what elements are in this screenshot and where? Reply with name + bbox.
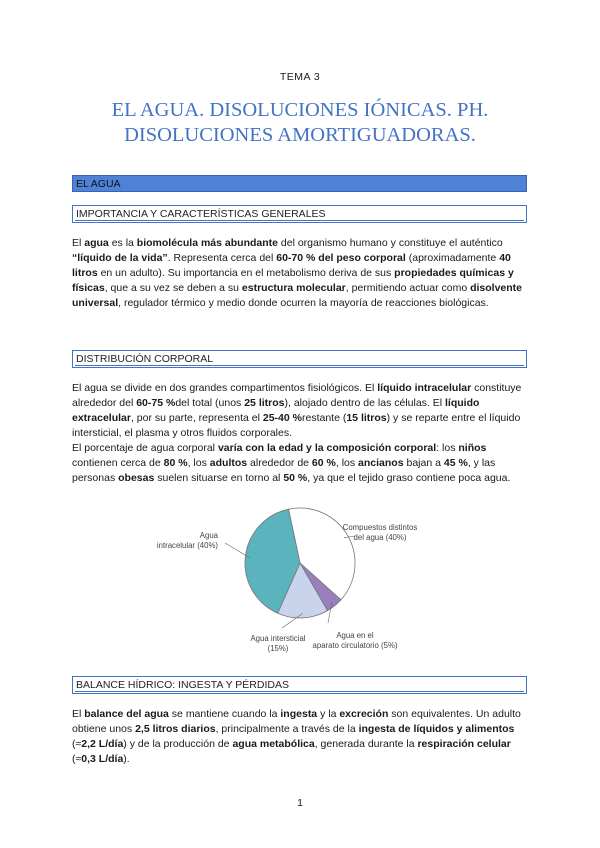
pie-label-1: Agua en el aparato circulatorio (5%)	[312, 631, 398, 650]
heading-underline	[75, 220, 524, 221]
pie-leader-line-3	[225, 543, 250, 558]
page-number: 1	[297, 797, 303, 809]
paragraph-distribucion-2: El porcentaje de agua corporal varía con la edad y la composición corporal: los niños contienen cerca de 80 %, los adultos alrededor de 60 %, los ancianos bajan a 45 %, y las personas obesas suelen situarse en torno al 50 %, ya que el tejido graso contiene poca agua.	[72, 442, 511, 484]
subsection-heading-label: BALANCE HÍDRICO: INGESTA Y PÉRDIDAS	[76, 679, 289, 691]
subsection-heading-importancia	[72, 205, 527, 223]
section-heading-el-agua: EL AGUA	[72, 175, 527, 192]
subsection-heading-label: DISTRIBUCIÓN CORPORAL	[76, 353, 214, 365]
topic-number: TEMA 3	[279, 71, 321, 83]
pie-label-0: Compuestos distintos del agua (40%)	[342, 523, 418, 542]
heading-underline	[75, 365, 524, 366]
subsection-heading-balance	[72, 676, 527, 694]
pie-label-3: Agua intracelular (40%)	[156, 531, 218, 550]
paragraph-distribucion-1: El agua se divide en dos grandes compartimentos fisiológicos. El líquido intracelular constituye alrededor del 60-75 %del total (unos 25 litros), alojado dentro de las células. El líquido extracelular, por su parte, representa el 25-40 %restante (15 litros) y se reparte entre el líquido intersticial, el plasma y otros fluidos corporales.	[72, 382, 522, 439]
paragraph-balance: El balance del agua se mantiene cuando la ingesta y la excreción son equivalentes. Un adulto obtiene unos 2,5 litros diarios, principalmente a través de la ingesta de líquidos y alimentos (≈2,2 L/día) y de la producción de agua metabólica, generada durante la respiración celular (≈0,3 L/día).	[72, 708, 521, 765]
body-water-pie-chart	[150, 498, 450, 663]
title-line-2: DISOLUCIONES AMORTIGUADORAS.	[124, 124, 476, 146]
paragraph-importancia: El agua es la biomolécula más abundante del organismo humano y constituye el auténtico “líquido de la vida”. Representa cerca del 60-70 % del peso corporal (aproximadamente 40 litros en un adulto). Su importancia en el metabolismo deriva de sus propiedades químicas y físicas, que a su vez se deben a su estructura molecular, permitiendo actuar como disolvente universal, regulador térmico y medio donde ocurren la mayoría de reacciones biológicas.	[72, 237, 523, 309]
pie-label-2: Agua intersticial (15%)	[250, 634, 306, 653]
subsection-heading-label: IMPORTANCIA Y CARACTERÍSTICAS GENERALES	[76, 208, 326, 220]
title-line-1: EL AGUA. DISOLUCIONES IÓNICAS. PH.	[111, 99, 489, 121]
heading-underline	[75, 691, 524, 692]
subsection-heading-distribucion	[72, 350, 527, 368]
document-title	[40, 98, 560, 148]
